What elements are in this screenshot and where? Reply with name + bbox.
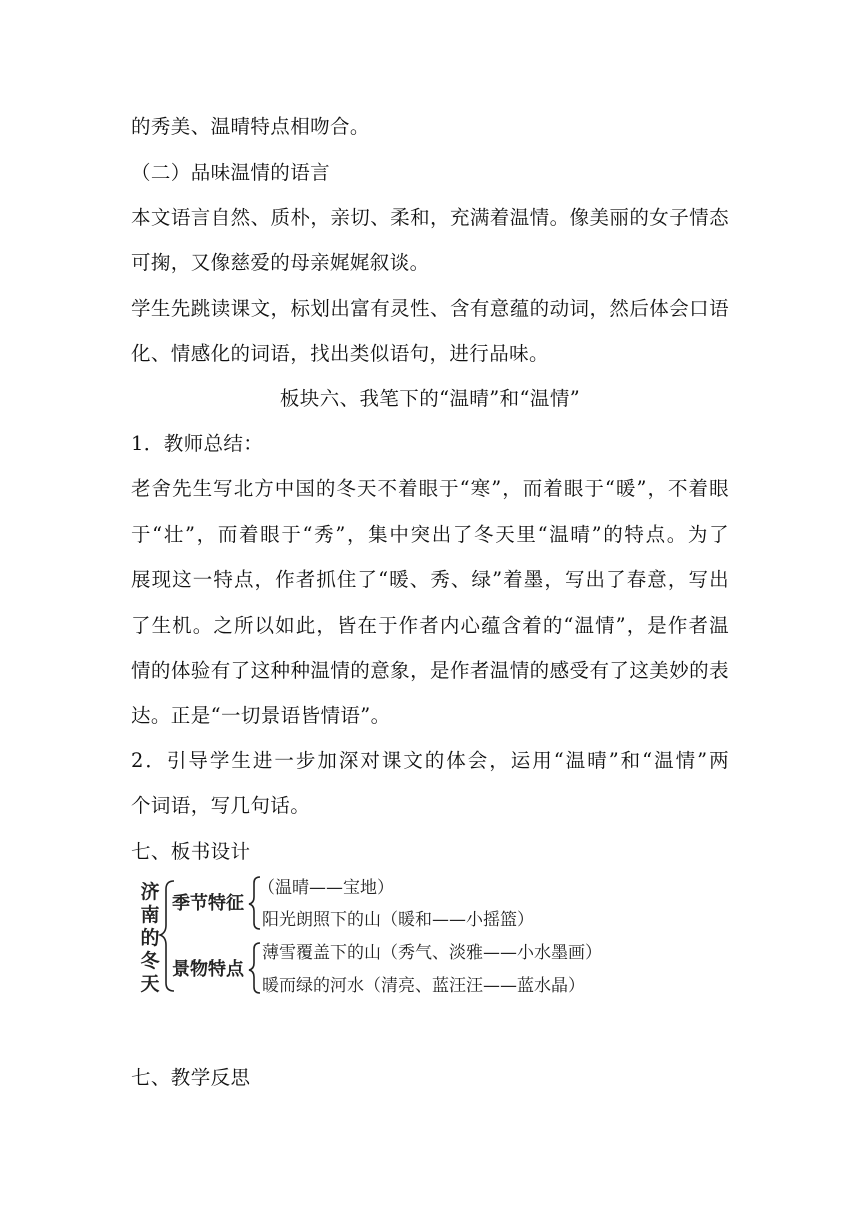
paragraph-line: 老舍先生写北方中国的冬天不着眼于“寒”，而着眼于“暖”，不着眼 <box>131 477 729 500</box>
paragraph-line: 化、情感化的词语，找出类似语句，进行品味。 <box>131 342 549 365</box>
board-item: 薄雪覆盖下的山（秀气、淡雅——小水墨画） <box>262 943 602 963</box>
section-heading: 七、教学反思 <box>131 1066 251 1089</box>
paragraph-line: 本文语言自然、质朴，亲切、柔和，充满着温情。像美丽的女子情态 <box>131 206 729 229</box>
board-item: （温晴——宝地） <box>258 878 394 898</box>
list-item: 2．引导学生进一步加深对课文的体会，运用“温晴”和“温情”两 <box>131 749 729 772</box>
paragraph-line: 于“壮”，而着眼于“秀”，集中突出了冬天里“温晴”的特点。为了 <box>131 523 729 546</box>
paragraph-line: 情的体验有了这种种温情的意象，是作者温情的感受有了这美妙的表 <box>131 659 729 682</box>
board-item: 阳光朗照下的山（暖和——小摇篮） <box>262 910 534 930</box>
block-heading: 板块六、我笔下的“温晴”和“温情” <box>279 387 581 410</box>
paragraph-line: 的秀美、温晴特点相吻合。 <box>131 115 370 138</box>
board-group-season: 季节特征 <box>172 893 244 914</box>
list-item: 1．教师总结： <box>131 432 264 455</box>
paragraph-line: 可掬，又像慈爱的母亲娓娓叙谈。 <box>131 251 430 274</box>
paragraph-line: 展现这一特点，作者抓住了“暖、秀、绿”着墨，写出了春意，写出 <box>131 568 729 591</box>
section-heading: 七、板书设计 <box>131 840 251 863</box>
paragraph-line: 达。正是“一切景语皆情语”。 <box>131 704 391 727</box>
paragraph-line: 了生机。之所以如此，皆在于作者内心蕴含着的“温情”，是作者温 <box>131 614 729 637</box>
board-root-title: 济南的冬天 <box>140 881 160 995</box>
board-design-diagram <box>136 873 656 1003</box>
board-group-scenery: 景物特点 <box>172 959 244 980</box>
paragraph-line: 个词语，写几句话。 <box>131 794 311 817</box>
paragraph-line: 学生先跳读课文，标划出富有灵性、含有意蕴的动词，然后体会口语 <box>131 297 729 320</box>
board-item: 暖而绿的河水（清亮、蓝汪汪——蓝水晶） <box>262 976 585 996</box>
section-heading: （二）品味温情的语言 <box>131 161 331 184</box>
